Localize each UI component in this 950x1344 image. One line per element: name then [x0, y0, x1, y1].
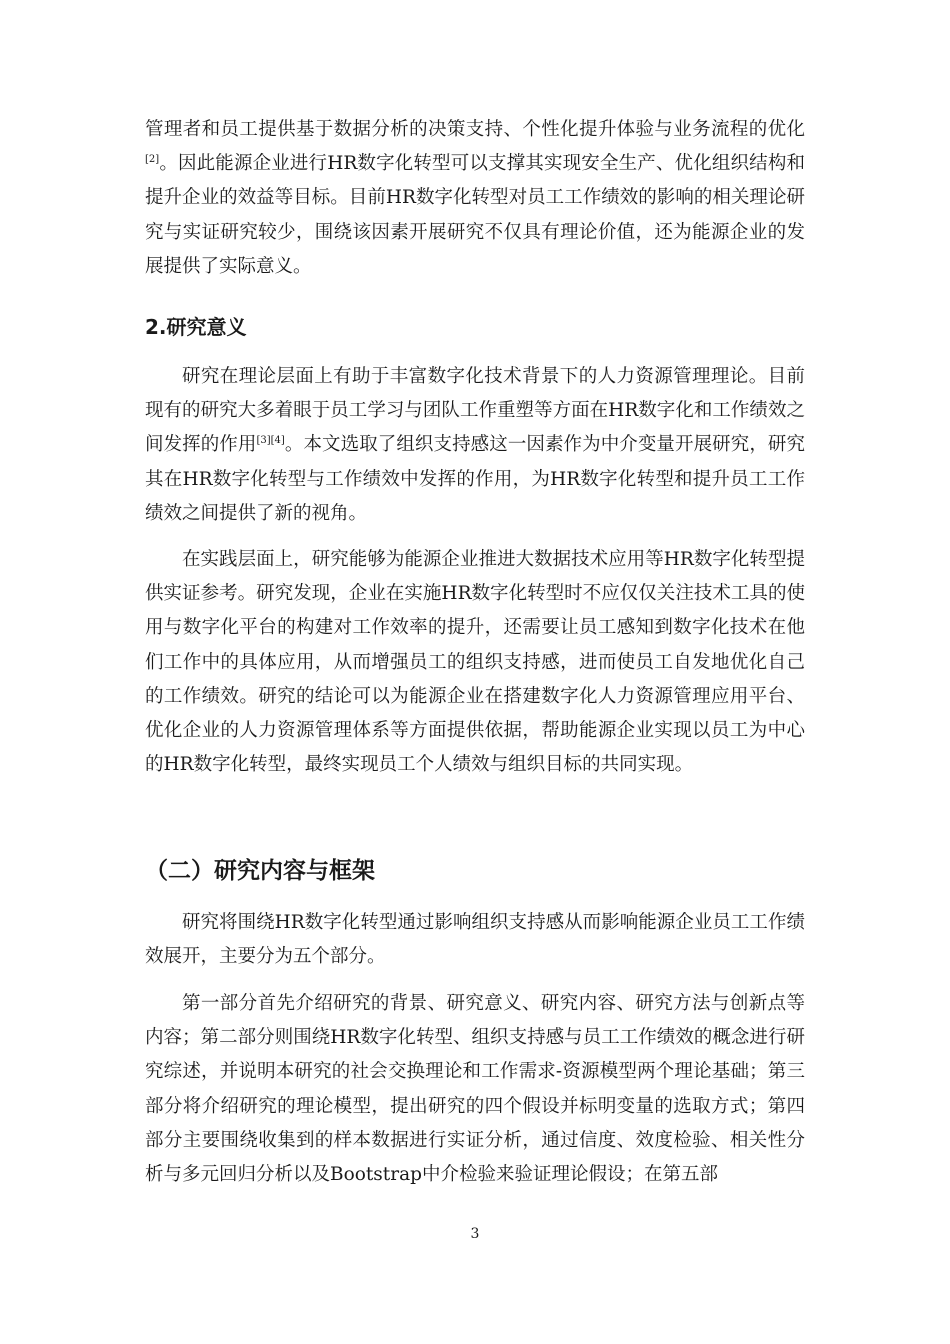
heading-research-significance: 2.研究意义	[145, 315, 247, 339]
content-paragraph-2: 第一部分首先介绍研究的背景、研究意义、研究内容、研究方法与创新点等内容；第二部分则围绕HR数字化转型、组织支持感与员工工作绩效的概念进行研究综述，并说明本研究的社会交换理论和工作需求-资源模型两个理论基础；第三部分将介绍研究的理论模型，提出研究的四个假设并标明变量的选取方式；第四部分主要围绕收集到的样本数据进行实证分析，通过信度、效度检验、相关性分析与多元回归分析以及Bootstrap中介检验来验证理论假设；在第五部	[145, 993, 805, 1186]
significance-text-a: 研究在理论层面上有助于丰富数字化技术背景下的人力资源管理理论。目前现有的研究大多着眼于员工学习与团队工作重塑等方面在HR数字化和工作绩效之间发挥的作用	[145, 366, 805, 456]
significance-paragraph-2: 在实践层面上，研究能够为能源企业推进大数据技术应用等HR数字化转型提供实证参考。研究发现，企业在实施HR数字化转型时不应仅仅关注技术工具的使用与数字化平台的构建对工作效率的提升，还需要让员工感知到数字化技术在他们工作中的具体应用，从而增强员工的组织支持感，进而使员工自发地优化自己的工作绩效。研究的结论可以为能源企业在搭建数字化人力资源管理应用平台、优化企业的人力资源管理体系等方面提供依据，帮助能源企业实现以员工为中心的HR数字化转型，最终实现员工个人绩效与组织目标的共同实现。	[145, 549, 805, 776]
intro-text-b: 。因此能源企业进行HR数字化转型可以支撑其实现安全生产、优化组织结构和提升企业的效益等目标。目前HR数字化转型对员工工作绩效的影响的相关理论研究与实证研究较少，围绕该因素开展研究不仅具有理论价值，还为能源企业的发展提供了实际意义。	[145, 153, 805, 277]
page-number: 3	[470, 1226, 480, 1242]
intro-paragraph	[145, 113, 805, 284]
significance-text-b: 。本文选取了组织支持感这一因素作为中介变量开展研究，研究其在HR数字化转型与工作绩效中发挥的作用，为HR数字化转型和提升员工工作绩效之间提供了新的视角。	[145, 434, 805, 524]
citation-3-4[interactable]: [3][4]	[256, 435, 285, 447]
citation-2[interactable]: [2]	[145, 154, 160, 166]
intro-text-a: 管理者和员工提供基于数据分析的决策支持、个性化提升体验与业务流程的优化	[145, 119, 805, 140]
significance-paragraph-1	[145, 360, 805, 531]
heading-research-content: （二）研究内容与框架	[145, 858, 375, 884]
content-paragraph-1: 研究将围绕HR数字化转型通过影响组织支持感从而影响能源企业员工工作绩效展开，主要分为五个部分。	[145, 912, 805, 968]
